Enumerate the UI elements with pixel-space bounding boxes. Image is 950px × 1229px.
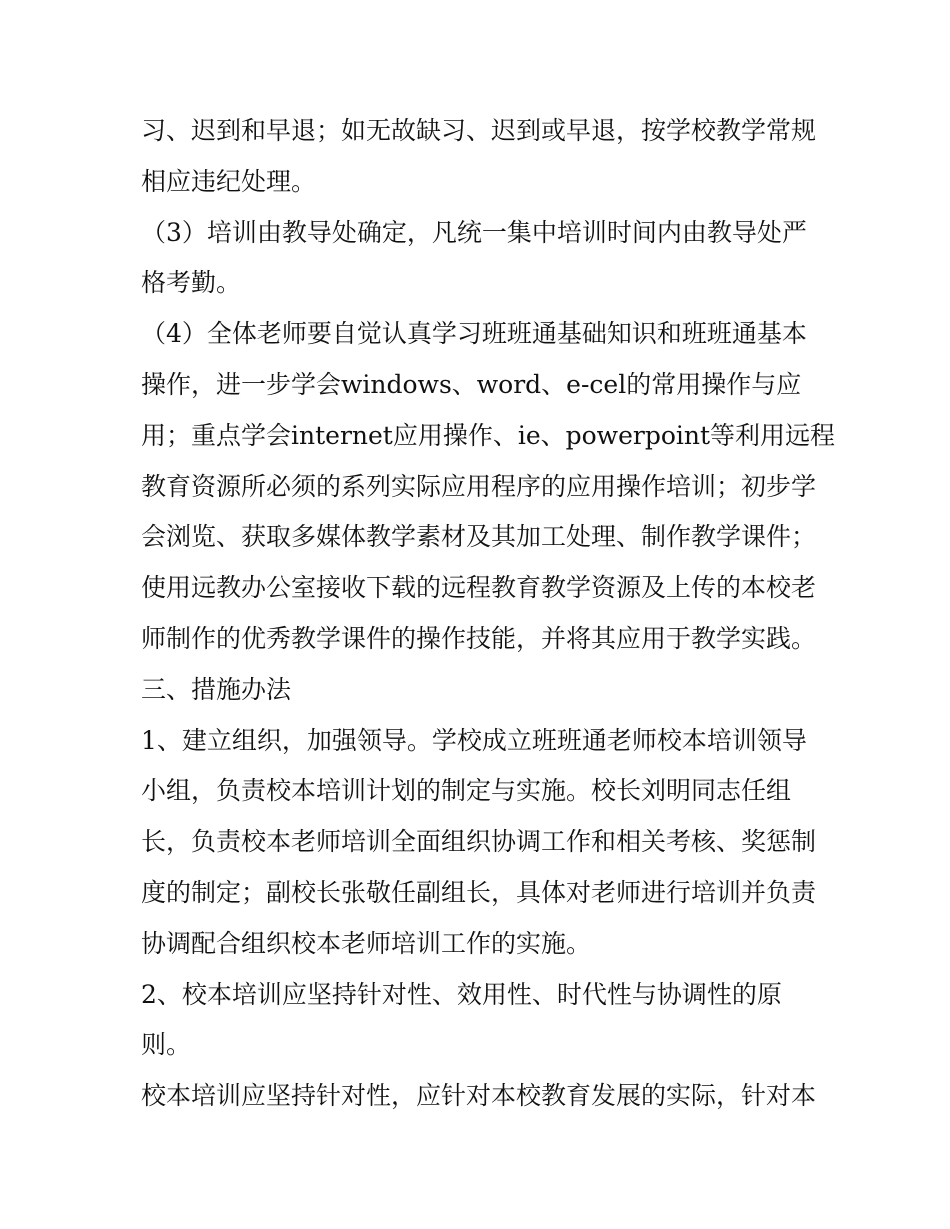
text-line-5: （4）全体老师要自觉认真学习班班通基础知识和班班通基本 [141, 319, 807, 349]
text-line-11: 师制作的优秀教学课件的操作技能，并将其应用于教学实践。 [141, 623, 817, 653]
section-heading: 三、措施办法 [141, 674, 292, 704]
text-line-4: 格考勤。 [141, 268, 242, 298]
text-line-2: 相应违纪处理。 [141, 166, 317, 196]
text-line-18: 2、校本培训应坚持针对性、效用性、时代性与协调性的原 [141, 979, 782, 1009]
document-body [141, 106, 836, 1122]
text-line-10: 使用远教办公室接收下载的远程教育教学资源及上传的本校老 [141, 573, 817, 603]
text-line-7: 用；重点学会internet应用操作、ie、powerpoint等利用远程 [141, 420, 836, 450]
text-line-1: 习、迟到和早退；如无故缺习、迟到或早退，按学校教学常规 [141, 116, 817, 145]
text-line-16: 度的制定；副校长张敬任副组长，具体对老师进行培训并负责 [141, 877, 817, 907]
text-line-17: 协调配合组织校本老师培训工作的实施。 [141, 928, 592, 958]
text-line-15: 长，负责校本老师培训全面组织协调工作和相关考核、奖惩制 [141, 827, 817, 857]
text-line-6: 操作，进一步学会windows、word、e-cel的常用操作与应 [141, 369, 802, 399]
text-line-13: 1、建立组织，加强领导。学校成立班班通老师校本培训领导 [141, 725, 807, 755]
text-line-9: 会浏览、获取多媒体教学素材及其加工处理、制作教学课件； [141, 522, 817, 552]
text-line-3: （3）培训由教导处确定，凡统一集中培训时间内由教导处严 [141, 217, 807, 247]
text-line-8: 教育资源所必须的系列实际应用程序的应用操作培训；初步学 [141, 471, 817, 501]
text-line-14: 小组，负责校本培训计划的制定与实施。校长刘明同志任组 [141, 776, 792, 806]
text-line-20: 校本培训应坚持针对性，应针对本校教育发展的实际，针对本 [141, 1081, 817, 1111]
text-line-19: 则。 [141, 1030, 192, 1060]
